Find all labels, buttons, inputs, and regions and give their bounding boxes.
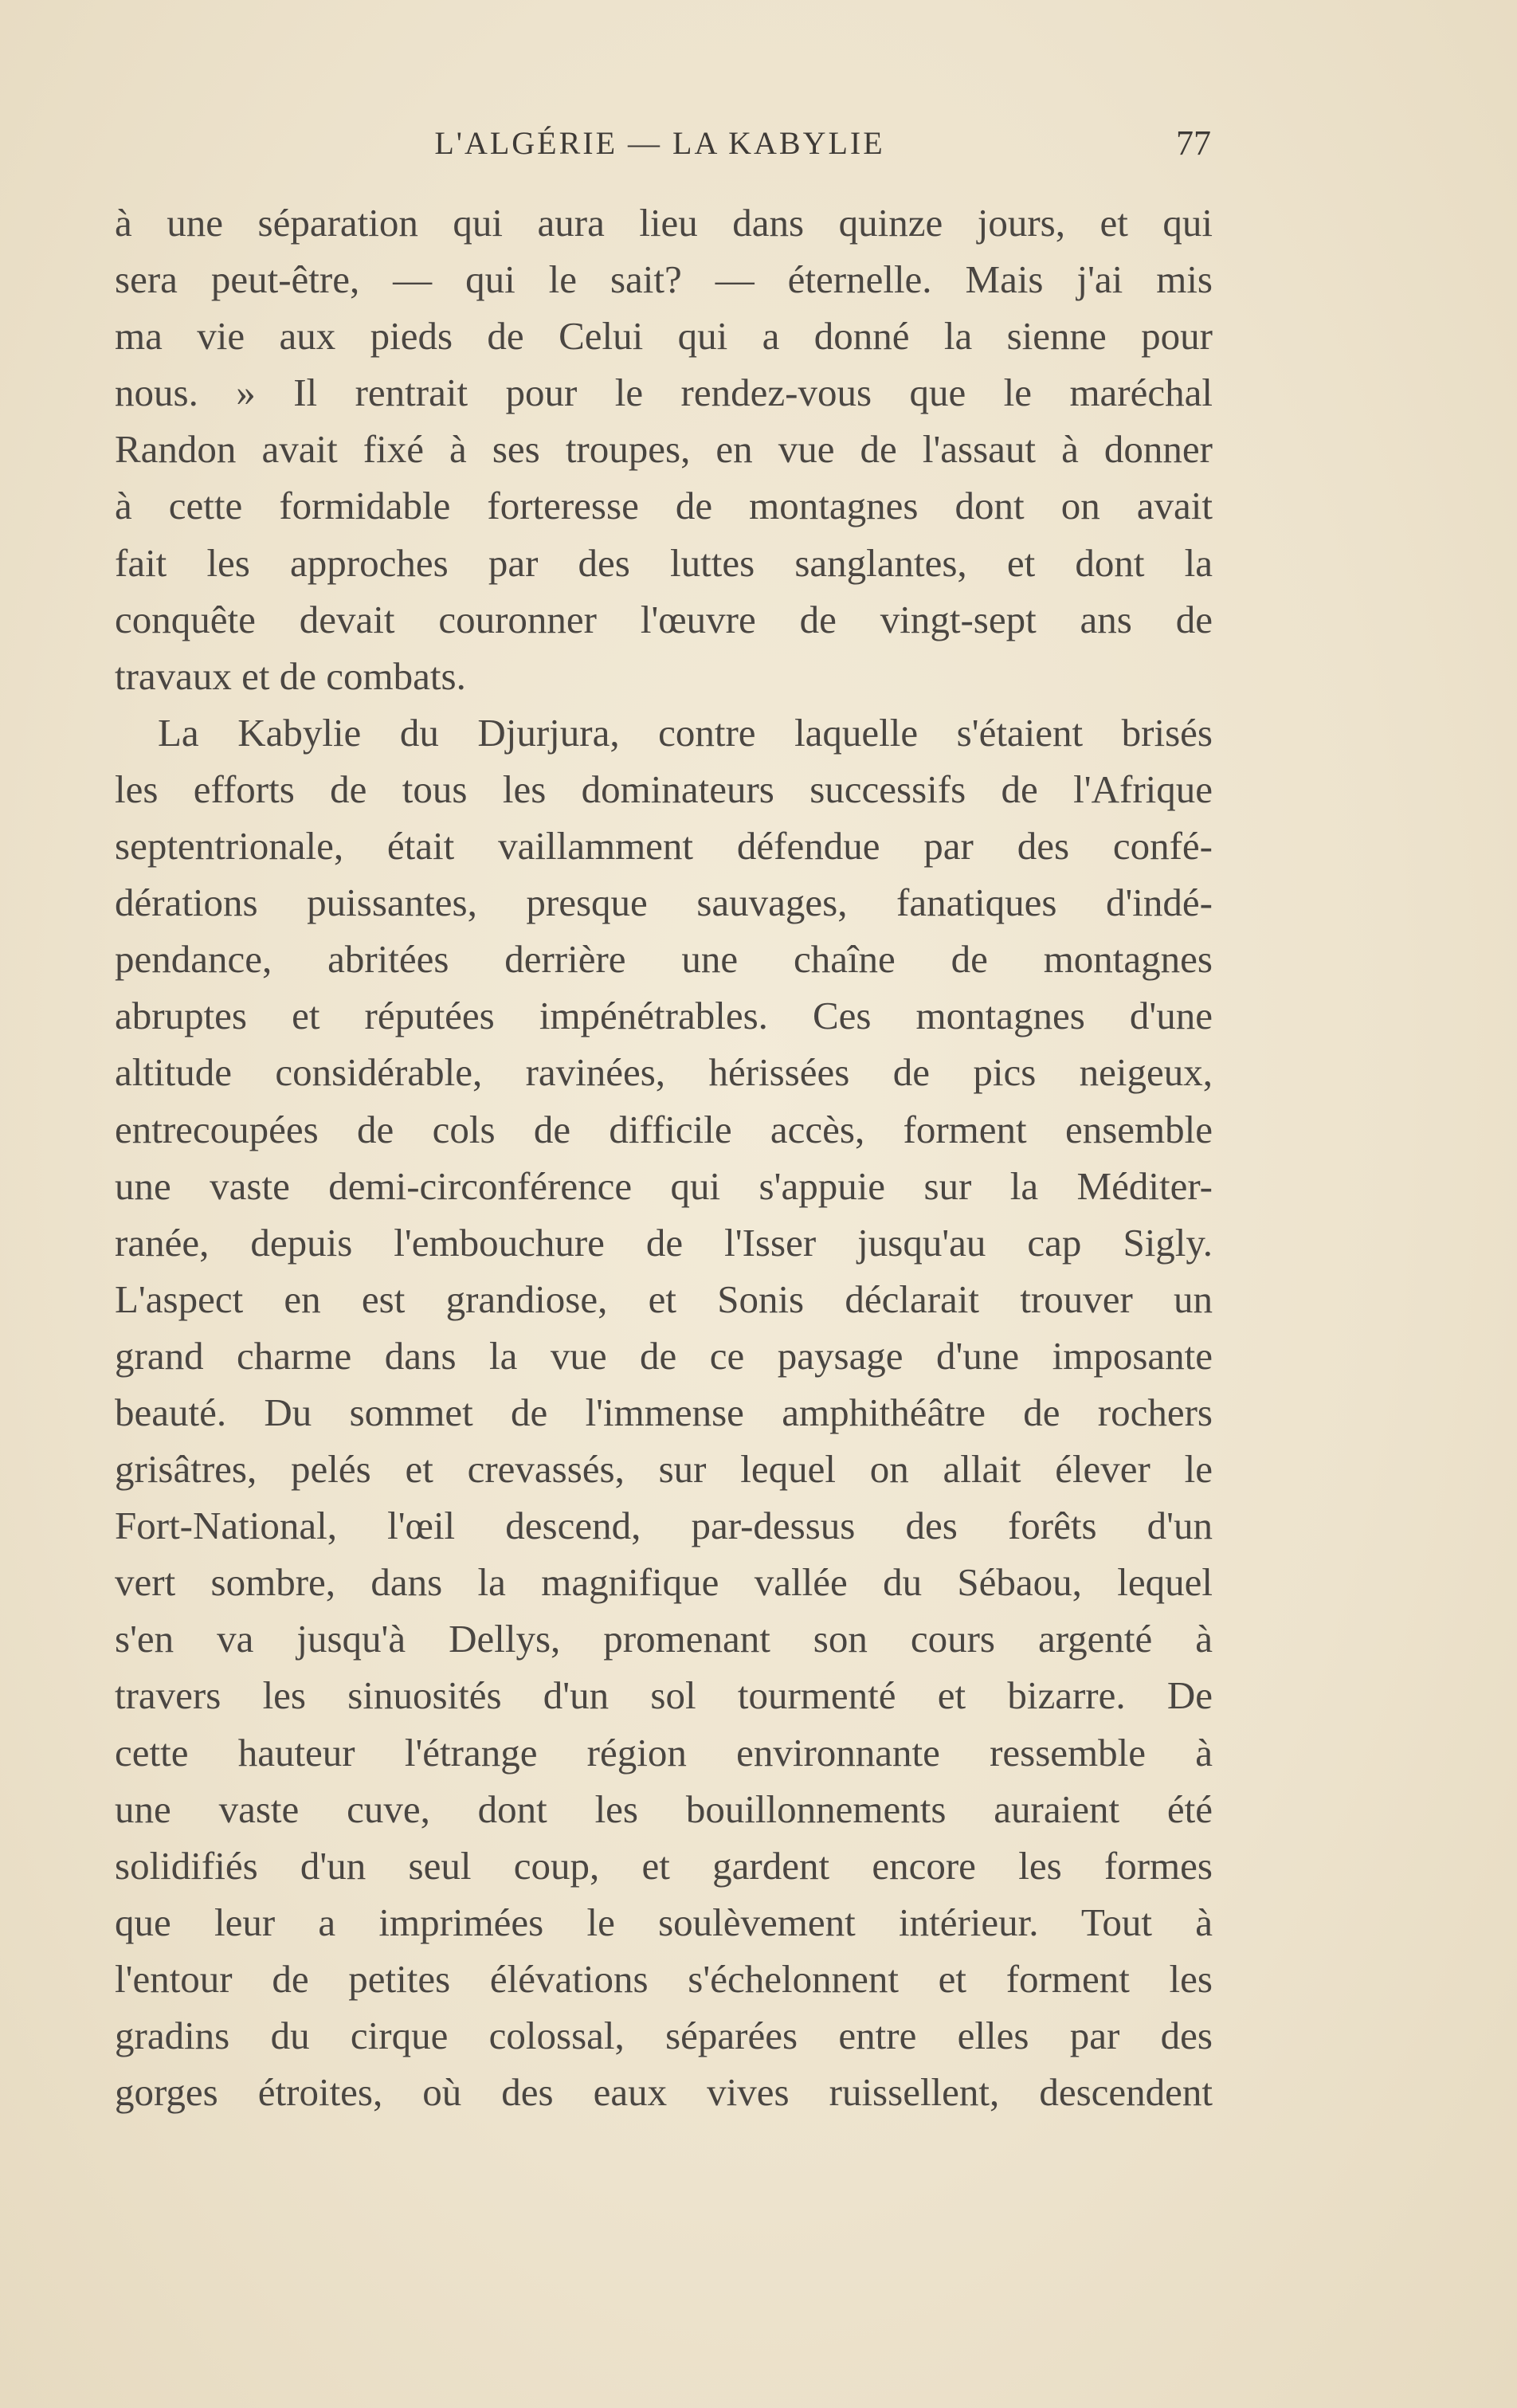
text-line: ma vie aux pieds de Celui qui a donné la sienne pour — [115, 314, 1213, 359]
text-line: cette hauteur l'étrange région environnante ressemble à — [115, 1730, 1213, 1775]
page-number: 77 — [1176, 124, 1211, 163]
text-line: fait les approches par des luttes sanglantes, et dont la — [115, 540, 1213, 585]
text-line: s'en va jusqu'à Dellys, promenant son cours argenté à — [115, 1617, 1213, 1661]
text-line: solidifiés d'un seul coup, et gardent encore les formes — [115, 1843, 1213, 1888]
text-line: une vaste demi-circonférence qui s'appuie sur la Méditer- — [115, 1163, 1213, 1208]
text-line: vert sombre, dans la magnifique vallée du Sébaou, lequel — [115, 1560, 1213, 1605]
text-line: L'aspect en est grandiose, et Sonis déclarait trouver un — [115, 1277, 1213, 1321]
text-line: gorges étroites, où des eaux vives ruissellent, descendent — [115, 2070, 1213, 2115]
paragraph-2 — [115, 704, 1213, 2120]
body-text — [115, 194, 1213, 2120]
text-line: sera peut-être, — qui le sait? — éternelle. Mais j'ai mis — [115, 257, 1213, 302]
text-line: les efforts de tous les dominateurs successifs de l'Afrique — [115, 767, 1213, 811]
text-line: Fort-National, l'œil descend, par-dessus des forêts d'un — [115, 1504, 1213, 1548]
text-line: que leur a imprimées le soulèvement intérieur. Tout à — [115, 1900, 1213, 1944]
text-line: entrecoupées de cols de difficile accès, forment ensemble — [115, 1107, 1213, 1151]
paragraph-1 — [115, 194, 1213, 704]
text-line: La Kabylie du Djurjura, contre laquelle s'étaient brisés — [158, 710, 1213, 755]
text-line: ranée, depuis l'embouchure de l'Isser jusqu'au cap Sigly. — [115, 1220, 1213, 1265]
page-header — [112, 120, 1211, 167]
text-line: septentrionale, était vaillamment défendue par des confé- — [115, 824, 1213, 869]
text-line: beauté. Du sommet de l'immense amphithéâtre de rochers — [115, 1390, 1213, 1434]
text-line: l'entour de petites élévations s'échelonnent et forment les — [115, 1956, 1213, 2001]
text-line: grisâtres, pelés et crevassés, sur lequel on allait élever le — [115, 1447, 1213, 1492]
text-line: à une séparation qui aura lieu dans quinze jours, et qui — [115, 201, 1213, 245]
text-line: Randon avait fixé à ses troupes, en vue de l'assaut à donner — [115, 427, 1213, 472]
text-line: dérations puissantes, presque sauvages, fanatiques d'indé- — [115, 880, 1213, 925]
text-line: à cette formidable forteresse de montagnes dont on avait — [115, 484, 1213, 528]
text-line: nous. » Il rentrait pour le rendez-vous que le maréchal — [115, 371, 1213, 415]
text-line: pendance, abritées derrière une chaîne de montagnes — [115, 937, 1213, 982]
text-line: gradins du cirque colossal, séparées entre elles par des — [115, 2014, 1213, 2057]
text-line: abruptes et réputées impénétrables. Ces montagnes d'une — [115, 994, 1213, 1038]
text-line: altitude considérable, ravinées, hérissées de pics neigeux, — [115, 1050, 1213, 1095]
text-line: travers les sinuosités d'un sol tourmenté et bizarre. De — [115, 1673, 1213, 1718]
running-head: L'ALGÉRIE — LA KABYLIE — [434, 125, 885, 161]
text-line: travaux et de combats. — [115, 653, 466, 698]
text-line: conquête devait couronner l'œuvre de vingt-sept ans de — [115, 597, 1213, 641]
text-line: une vaste cuve, dont les bouillonnements auraient été — [115, 1786, 1213, 1831]
text-line: grand charme dans la vue de ce paysage d'une imposante — [115, 1333, 1213, 1378]
